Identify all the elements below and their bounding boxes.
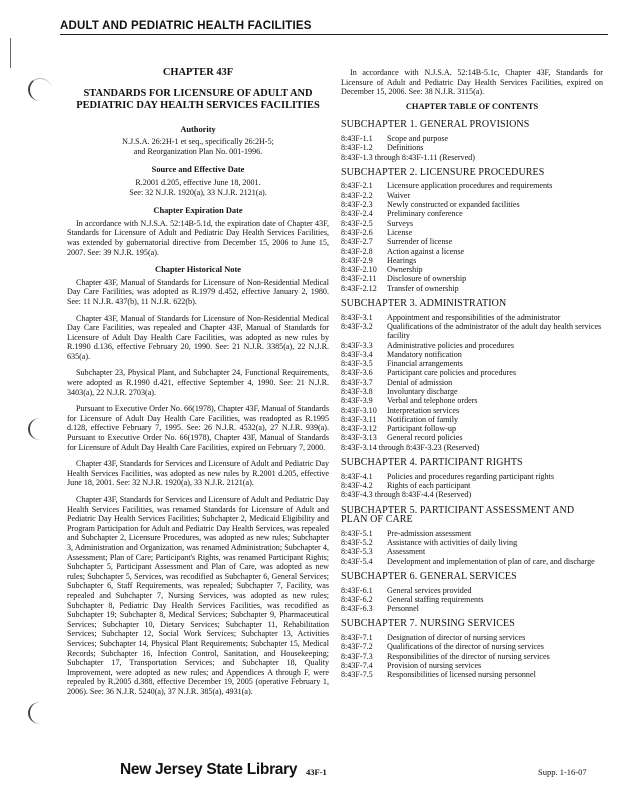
history-paragraph: Chapter 43F, Standards for Services and Licensure of Adult and Pediatric Day Health Services Facilities, was adopted as new rules by R.2001 d.205, effective June 18, 2001. See: 32 N.J.R. 1920(a), 33 N.J.R. 2121(a). [67, 459, 329, 488]
section-title: Hearings [387, 255, 417, 265]
section-title: Participant follow-up [387, 424, 457, 434]
page-footer [0, 763, 618, 787]
section-title: Responsibilities of the director of nursing services [387, 651, 550, 661]
section-code: 8:43F-2.8 [341, 246, 373, 256]
section-code: 8:43F-3.2 [341, 321, 373, 331]
running-header: ADULT AND PEDIATRIC HEALTH FACILITIES [60, 20, 312, 32]
toc-entry [341, 153, 603, 162]
section-title: Administrative policies and procedures [387, 340, 514, 350]
section-code: 8:43F-1.2 [341, 143, 373, 153]
toc-entry [341, 481, 603, 490]
toc-entry [341, 547, 603, 556]
subchapter-heading: SUBCHAPTER 4. PARTICIPANT RIGHTS [341, 457, 523, 469]
toc-entry [341, 415, 603, 424]
authority-text [67, 137, 329, 156]
section-title: Mandatory notification [387, 349, 462, 359]
section-code: 8:43F-7.4 [341, 660, 373, 670]
section-code: 8:43F-3.1 [341, 312, 373, 322]
section-title: Qualifications of the director of nursing services [387, 642, 544, 652]
authority-line: and Reorganization Plan No. 001-1996. [133, 146, 263, 156]
subchapter-heading: SUBCHAPTER 6. GENERAL SERVICES [341, 570, 517, 582]
left-column [67, 68, 329, 703]
toc-entry [341, 652, 603, 661]
subchapter-heading: SUBCHAPTER 2. LICENSURE PROCEDURES [341, 166, 545, 178]
section-code: 8:43F-3.8 [341, 386, 373, 396]
toc-entry [341, 200, 603, 209]
history-heading: Chapter Historical Note [155, 265, 241, 275]
section-code: 8:43F-3.7 [341, 377, 373, 387]
toc-entry [341, 143, 603, 152]
expiration-heading: Chapter Expiration Date [153, 206, 243, 216]
section-title: Provision of nursing services [387, 660, 482, 670]
section-code: 8:43F-2.11 [341, 274, 377, 284]
subchapter-heading: SUBCHAPTER 3. ADMINISTRATION [341, 298, 507, 310]
toc-entry [341, 604, 603, 613]
toc-entry [341, 586, 603, 595]
toc-entry [341, 443, 603, 452]
section-title: Verbal and telephone orders [387, 396, 478, 406]
section-title: Preliminary conference [387, 209, 463, 219]
toc-entry [341, 396, 603, 405]
section-code: 8:43F-5.1 [341, 528, 373, 538]
section-code: 8:43F-3.11 [341, 414, 377, 424]
toc-entry [341, 228, 603, 237]
punch-hole-mark [28, 702, 52, 724]
toc-entry [341, 313, 603, 322]
section-code: 8:43F-3.5 [341, 359, 373, 369]
toc-entry [341, 406, 603, 415]
section-code: 8:43F-5.4 [341, 556, 373, 566]
section-title: Policies and procedures regarding participant rights [387, 471, 554, 481]
toc-entry [341, 209, 603, 218]
subchapter-heading: SUBCHAPTER 7. NURSING SERVICES [341, 618, 515, 630]
toc-entry [341, 529, 603, 538]
subchapter-heading: SUBCHAPTER 5. PARTICIPANT ASSESSMENT AND PLAN OF CARE [341, 504, 575, 526]
toc-entry [341, 433, 603, 442]
section-title: General services provided [387, 585, 472, 595]
section-title: Assistance with activities of daily living [387, 538, 518, 548]
section-code: 8:43F-3.3 [341, 340, 373, 350]
history-paragraph: Pursuant to Executive Order No. 66(1978), Chapter 43F, Manual of Standards for Licensure of Adult Day Health Care Facilities, was readopted as R.1995 d.128, effective February 7, 1995. See: 26 N.J.R. 4532(a), 27 N.J.R. 939(a). Pursuant to Executive Order No. 66(1978), Chapter 43F, Manual of Standards for Licensure of Adult Day Health Care Facilities, expired on February 7, 2000. [67, 404, 329, 452]
section-code: 8:43F-3.6 [341, 368, 373, 378]
toc-entry [341, 595, 603, 604]
chapter-title-line: STANDARDS FOR LICENSURE OF ADULT AND [83, 87, 313, 99]
punch-hole-mark [28, 78, 52, 101]
section-code: 8:43F-2.3 [341, 200, 373, 210]
section-title: Waiver [387, 190, 411, 200]
library-stamp: New Jersey State Library [120, 761, 298, 778]
toc-entry [341, 538, 603, 547]
toc-entry [341, 134, 603, 143]
section-title: Appointment and responsibilities of the administrator [387, 312, 561, 322]
section-title: Involuntary discharge [387, 386, 458, 396]
section-title: Surveys [387, 218, 414, 228]
authority-line: N.J.S.A. 26:2H-1 et seq., specifically 26:2H-5; [122, 137, 274, 147]
section-title: Personnel [387, 604, 419, 614]
authority-heading: Authority [180, 124, 216, 134]
subchapter-heading: SUBCHAPTER 1. GENERAL PROVISIONS [341, 119, 530, 131]
section-title: Participant care policies and procedures [387, 368, 516, 378]
section-title: Interpretation services [387, 405, 460, 415]
section-title: Qualifications of the administrator of the adult day health services facility [387, 321, 602, 341]
section-code: 8:43F-2.7 [341, 237, 373, 247]
section-code: 8:43F-2.5 [341, 218, 373, 228]
section-code: 8:43F-7.1 [341, 633, 373, 642]
section-code: 8:43F-6.2 [341, 594, 373, 604]
section-title: Notification of family [387, 414, 459, 424]
section-code: 8:43F-3.12 [341, 424, 377, 434]
toc-entry [341, 368, 603, 377]
section-code: 8:43F-4.2 [341, 480, 373, 490]
scan-margin-line [10, 38, 11, 68]
section-code: 8:43F-7.5 [341, 670, 373, 680]
section-title: Financial arrangements [387, 359, 463, 369]
toc-entry [341, 670, 603, 679]
toc-entry [341, 633, 603, 642]
header-rule [60, 34, 608, 35]
section-title: Designation of director of nursing services [387, 633, 526, 642]
section-title: Assessment [387, 547, 426, 557]
section-title: 8:43F-4.3 through 8:43F-4.4 (Reserved) [341, 490, 472, 500]
chapter-number: CHAPTER 43F [162, 67, 234, 78]
toc-entry [341, 350, 603, 359]
section-title: Rights of each participant [387, 480, 471, 490]
section-code: 8:43F-6.3 [341, 604, 373, 614]
section-title: 8:43F-3.14 through 8:43F-3.23 (Reserved) [341, 442, 480, 452]
section-code: 8:43F-5.2 [341, 538, 373, 548]
source-line: See: 32 N.J.R. 1920(a), 33 N.J.R. 2121(a). [129, 187, 267, 197]
history-paragraph: Chapter 43F, Manual of Standards for Licensure of Non-Residential Medical Day Care Facilities, was adopted as R.1979 d.452, effective January 2, 1980. See: 11 N.J.R. 437(b), 11 N.J.R. 622(b). [67, 277, 329, 306]
section-code: 8:43F-3.13 [341, 433, 377, 443]
right-column [341, 68, 603, 679]
section-title: Pre-admission assessment [387, 528, 472, 538]
toc-entry [341, 256, 603, 265]
toc-entry [341, 387, 603, 396]
section-title: General record policies [387, 433, 463, 443]
toc-entry [341, 557, 603, 566]
section-code: 8:43F-4.1 [341, 471, 373, 481]
toc-entry [341, 265, 603, 274]
toc-entry [341, 661, 603, 670]
section-code: 8:43F-1.1 [341, 133, 373, 143]
section-title: Licensure application procedures and requirements [387, 181, 553, 191]
section-code: 8:43F-7.2 [341, 642, 373, 652]
toc-title: CHAPTER TABLE OF CONTENTS [405, 101, 539, 111]
section-title: Surrender of license [387, 237, 453, 247]
toc-entry [341, 378, 603, 387]
section-title: Denial of admission [387, 377, 453, 387]
section-title: Scope and purpose [387, 133, 449, 143]
section-code: 8:43F-7.3 [341, 651, 373, 661]
punch-hole-mark [28, 418, 52, 440]
section-code: 8:43F-5.3 [341, 547, 373, 557]
section-code: 8:43F-3.4 [341, 349, 373, 359]
history-paragraph: Chapter 43F, Manual of Standards for Licensure of Non-Residential Medical Day Care Facilities, was repealed and Chapter 43F, Manual of Standards for Licensure of Adult Day Health Care Facilities, was adopted as new rules by R.1990 d.136, effective February 20, 1990. See: 21 N.J.R. 3385(a), 22 N.J.R. 635(a). [67, 313, 329, 361]
section-title: General staffing requirements [387, 594, 484, 604]
toc-entry [341, 237, 603, 246]
section-code: 8:43F-2.10 [341, 265, 377, 275]
source-line: R.2001 d.205, effective June 18, 2001. [135, 177, 261, 187]
section-code: 8:43F-2.9 [341, 255, 373, 265]
section-title: Newly constructed or expanded facilities [387, 200, 520, 210]
toc-entry [341, 642, 603, 651]
toc-entry [341, 247, 603, 256]
expired-note: In accordance with N.J.S.A. 52:14B-5.1c, Chapter 43F, Standards for Licensure of Adult and Pediatric Day Health Services Facilities, expired on December 15, 2006. See: 38 N.J.R. 3115(a). [341, 68, 603, 97]
chapter-title [67, 88, 329, 113]
section-code: 8:43F-3.10 [341, 405, 377, 415]
section-title: Development and implementation of plan of care, and discharge [387, 556, 595, 566]
section-title: License [387, 227, 413, 237]
table-of-contents [341, 120, 603, 679]
toc-entry [341, 219, 603, 228]
section-code: 8:43F-6.1 [341, 585, 373, 595]
section-code: 8:43F-2.4 [341, 209, 373, 219]
section-title: 8:43F-1.3 through 8:43F-1.11 (Reserved) [341, 152, 475, 162]
history-paragraph: Subchapter 23, Physical Plant, and Subchapter 24, Functional Requirements, were adopted as R.1990 d.421, effective September 4, 1990. See: 21 N.J.R. 3403(a), 22 N.J.R. 2703(a). [67, 368, 329, 397]
section-code: 8:43F-3.9 [341, 396, 373, 406]
section-code: 8:43F-2.12 [341, 283, 377, 293]
toc-entry [341, 191, 603, 200]
source-heading: Source and Effective Date [151, 165, 245, 175]
toc-entry [341, 284, 603, 293]
toc-entry [341, 341, 603, 350]
toc-entry [341, 424, 603, 433]
section-code: 8:43F-2.2 [341, 190, 373, 200]
section-title: Responsibilities of licensed nursing personnel [387, 670, 536, 680]
section-title: Ownership [387, 265, 423, 275]
toc-entry [341, 274, 603, 283]
supplement-date: Supp. 1-16-07 [538, 767, 587, 777]
section-title: Disclosure of ownership [387, 274, 467, 284]
source-text [67, 178, 329, 197]
expiration-text: In accordance with N.J.S.A. 52:14B-5.1d, the expiration date of Chapter 43F, Standards for Licensure of Adult and Pediatric Day Health Services Facilities, was extended by gubernatorial directive from December 15, 2006 to June 15, 2007. See: 39 N.J.R. 195(a). [67, 218, 329, 257]
section-title: Definitions [387, 143, 424, 153]
toc-entry [341, 472, 603, 481]
toc-entry [341, 322, 603, 341]
toc-entry [341, 490, 603, 499]
toc-entry [341, 359, 603, 368]
section-code: 8:43F-2.1 [341, 181, 373, 191]
toc-entry [341, 181, 603, 190]
section-title: Action against a license [387, 246, 465, 256]
section-title: Transfer of ownership [387, 283, 459, 293]
history-paragraph: Chapter 43F, Standards for Services and Licensure of Adult and Pediatric Day Health Services Facilities, was renamed Standards for Licensure of Adult and Pediatric Day Health Services Facilities; Subchapter 2, Medicaid Eligibility and Program Participation for Adult and Pediatric Day Health Services, was repealed and Subchapter 2, Licensure Procedures, was adopted as new rules; Subchapter 3, Administration and Organization, was renamed Administration; Subchapter 4, Assessment; Plan of Care; Participant's Rights, was renamed Participant Rights; Subchapter 5, Participant Assessment and Plan of Care, was adopted as new rules; Subchapter 5, Services, was recodified as Subchapter 6, General Services; Subchapter 6, Staff Requirements, was repealed; Subchapter 7, Facility, was repealed and Subchapter 7, Nursing Services, was adopted as new rules; Subchapter 8, Pediatric Day Health Services Facilities, was recodified as Subchapter 19; Subchapter 8, Medical Services; Subchapter 9, Pharmaceutical Services; Subchapter 10, Dietary Services; Subchapter 11, Rehabilitation Services; Subchapter 12, Social Work Services; Subchapter 13, Activities Services; Subchapter 14, Physical Plant Requirements; Subchapter 15, Medical Records; Subchapter 16, Infection Control, Sanitation, and Housekeeping; Subchapter 17, Transportation Services; and Subchapter 18, Quality Improvement, were adopted as new rules; and Appendices A through F, were repealed by R.2005 d.388, effective December 19, 2005 (operative February 1, 2006). See: 36 N.J.R. 5240(a), 37 N.J.R. 385(a), 4931(a). [67, 495, 329, 696]
chapter-title-line: PEDIATRIC DAY HEALTH SERVICES FACILITIES [76, 100, 320, 112]
section-code: 8:43F-2.6 [341, 227, 373, 237]
page-number: 43F-1 [306, 767, 327, 777]
